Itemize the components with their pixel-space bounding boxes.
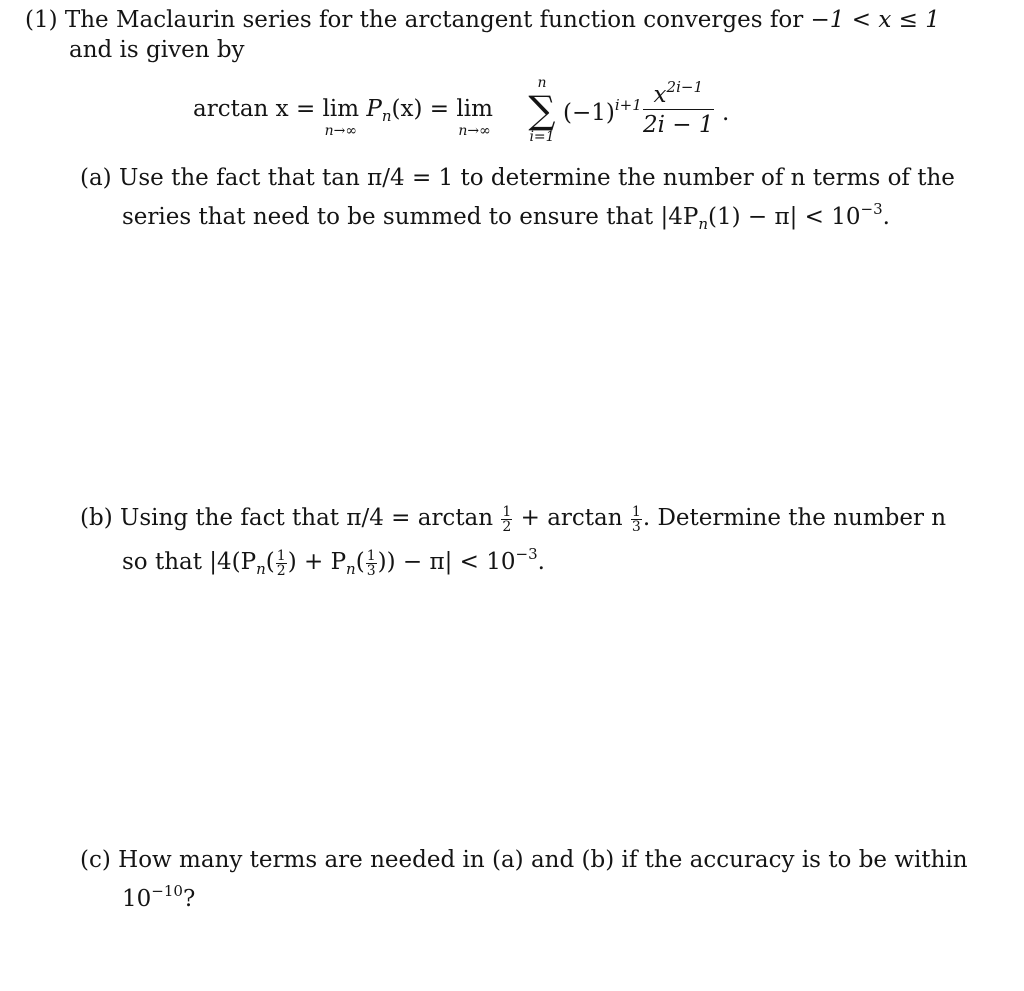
part-b-line2: so that $|4(P_n$( $\frac{1}{2}$ ) + $P_n$( $\frac{1}{3}$ )) − $\pi| < 10^{-3}$.: [122, 545, 545, 579]
fraction-one-half-2: $\frac{1}{2}$: [276, 547, 286, 579]
eq-lhs: arctan x =: [193, 96, 316, 122]
eq-fraction: [643, 78, 714, 138]
sigma-lower-limit: i=1: [529, 129, 555, 145]
sigma-upper-limit: n: [537, 75, 547, 91]
series-equation: arctan x = lim n→∞ $P_n(x) = \lim$ n→∞: [193, 96, 493, 139]
eq-fraction-numerator: $x^{2i-1}$: [643, 78, 714, 110]
part-c-line1: (c) How many terms are needed in (a) and (b) if the accuracy is to be within: [80, 847, 968, 873]
part-b-line1: (b) Using the fact that π/4 = arctan $\frac{1}{2}$ + arctan $\frac{1}{3}$ . Determine the number n: [80, 503, 947, 535]
part-c-label: (c): [80, 847, 111, 873]
problem-intro-line2: [69, 36, 245, 64]
eq-limit-2: lim n→∞: [456, 96, 493, 139]
eq-summation: [522, 76, 562, 144]
fraction-one-third-2: $\frac{1}{3}$: [366, 547, 376, 579]
part-a-text-1: Use the fact that tan π/4 = 1 to determine the number of n terms of the: [118, 165, 955, 191]
part-b-label: (b): [80, 505, 113, 531]
problem-intro-line1: [25, 6, 940, 34]
intro-text-2: and is given by: [69, 37, 245, 63]
problem-number: (1): [25, 7, 58, 33]
part-a-line2: series that need to be summed to ensure that $|4P_n(1) - \pi| < 10^{-3}$.: [122, 200, 890, 233]
part-c-line2: $10^{-10}$?: [122, 882, 196, 912]
fraction-one-half: $\frac{1}{2}$: [502, 503, 512, 535]
fraction-one-third: $\frac{1}{3}$: [631, 503, 641, 535]
eq-partial-sum: P: [366, 96, 382, 122]
eq-sign-term: $(-1)^{i+1}$: [563, 96, 642, 126]
part-a-line1: [80, 164, 955, 192]
eq-limit-1: lim n→∞: [322, 96, 360, 139]
eq-end: .: [722, 100, 730, 126]
sigma-symbol: ∑: [528, 88, 556, 132]
part-a-label: (a): [80, 165, 112, 191]
intro-condition: −1 < x ≤ 1: [810, 7, 940, 33]
eq-fraction-denominator: 2i − 1: [643, 112, 714, 138]
intro-text: The Maclaurin series for the arctangent function converges for: [64, 7, 804, 33]
